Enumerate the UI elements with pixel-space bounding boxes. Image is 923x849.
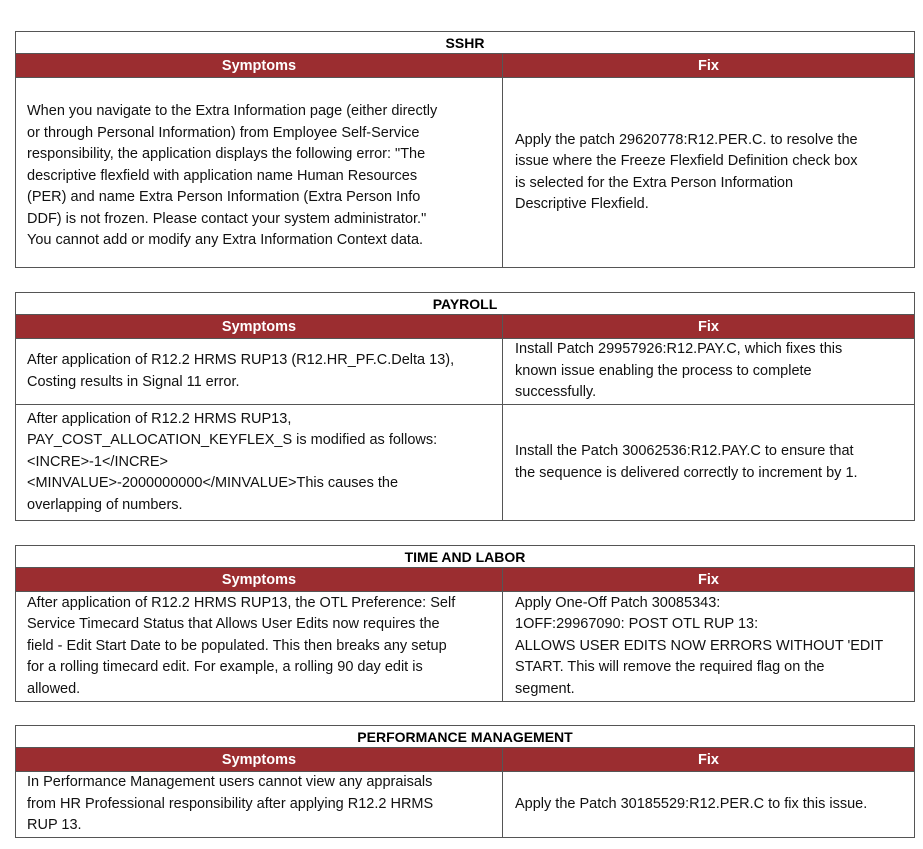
section-title-sshr: SSHR	[16, 32, 915, 54]
symptoms-header: Symptoms	[16, 315, 503, 339]
symptom-cell	[16, 339, 503, 405]
fix-text: Apply One-Off Patch 30085343: 1OFF:29967090: POST OTL RUP 13: ALLOWS USER EDITS NOW ERRORS WITHOUT 'EDIT START. This will remove the required flag on the segment.	[515, 594, 884, 697]
fix-header: Fix	[503, 54, 915, 78]
symptom-cell	[16, 772, 503, 838]
symptoms-header: Symptoms	[16, 568, 503, 592]
symptom-text: After application of R12.2 HRMS RUP13, PAY_COST_ALLOCATION_KEYFLEX_S is modified as follows: <INCRE>-1</INCRE> <MINVALUE>-2000000000</MINVALUE>This causes the overlapping of numbers.	[27, 410, 438, 513]
symptom-text: After application of R12.2 HRMS RUP13 (R12.HR_PF.C.Delta 13), Costing results in Signal 11 error.	[27, 352, 455, 390]
fix-text: Install the Patch 30062536:R12.PAY.C to ensure that the sequence is delivered correctly to increment by 1.	[515, 443, 858, 481]
symptom-cell	[16, 78, 503, 268]
symptom-text: When you navigate to the Extra Information page (either directly or through Personal Information) from Employee Self-Service responsibility, the application displays the following error: "The descriptive flexfield with application name Human Resources (PER) and name Extra Person Information (Extra Person Info DDF) is not frozen. Please contact your system administrator." You cannot add or modify any Extra Information Context data.	[27, 103, 438, 249]
fix-text: Apply the patch 29620778:R12.PER.C. to resolve the issue where the Freeze Flexfield Definition check box is selected for the Extra Person Information Descriptive Flexfield.	[515, 131, 858, 212]
fix-header: Fix	[503, 748, 915, 772]
symptom-cell	[16, 405, 503, 521]
sshr-table	[15, 31, 915, 268]
fix-cell	[503, 339, 915, 405]
performance-management-table	[15, 725, 915, 838]
symptom-text: After application of R12.2 HRMS RUP13, the OTL Preference: Self Service Timecard Status that Allows User Edits now requires the field - Edit Start Date to be populated. This then breaks any setup for a rolling timecard edit. For example, a rolling 90 day edit is allowed.	[27, 594, 456, 697]
symptoms-header: Symptoms	[16, 54, 503, 78]
symptoms-header: Symptoms	[16, 748, 503, 772]
fix-cell	[503, 405, 915, 521]
time-and-labor-table	[15, 545, 915, 702]
fix-text: Install Patch 29957926:R12.PAY.C, which fixes this known issue enabling the process to complete successfully.	[515, 341, 843, 401]
payroll-table	[15, 292, 915, 521]
section-title-performance-management: PERFORMANCE MANAGEMENT	[16, 726, 915, 748]
symptom-text: In Performance Management users cannot view any appraisals from HR Professional responsibility after applying R12.2 HRMS RUP 13.	[27, 774, 434, 834]
fix-cell	[503, 592, 915, 702]
fix-header: Fix	[503, 568, 915, 592]
symptom-cell	[16, 592, 503, 702]
fix-text: Apply the Patch 30185529:R12.PER.C to fix this issue.	[515, 795, 868, 812]
section-title-time-and-labor: TIME AND LABOR	[16, 546, 915, 568]
section-title-payroll: PAYROLL	[16, 293, 915, 315]
fix-cell	[503, 78, 915, 268]
fix-header: Fix	[503, 315, 915, 339]
fix-cell	[503, 772, 915, 838]
